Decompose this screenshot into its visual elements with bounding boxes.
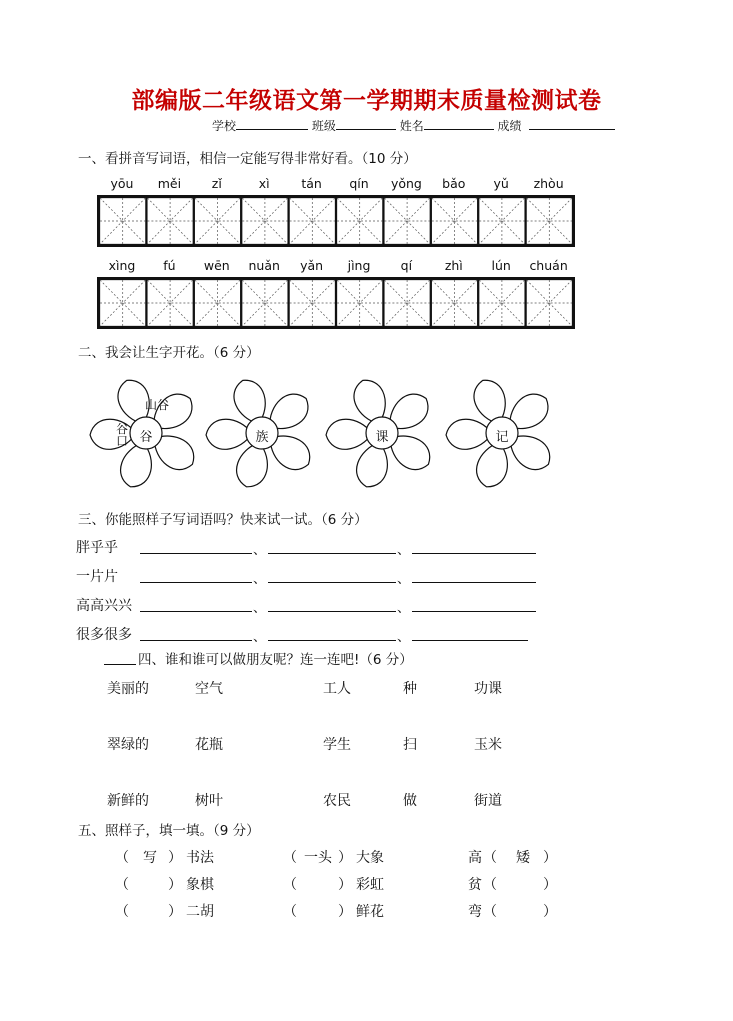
pinyin-syllable: nuǎn bbox=[248, 258, 280, 273]
answer-blank[interactable] bbox=[140, 553, 252, 554]
open-paren: （ bbox=[283, 877, 297, 893]
school-label: 学校 bbox=[212, 119, 237, 133]
answer-blank[interactable] bbox=[268, 640, 396, 641]
pinyin-syllable: chuán bbox=[529, 258, 568, 273]
matching-item[interactable]: 花瓶 bbox=[195, 737, 223, 753]
separator: 、 bbox=[253, 572, 267, 587]
flowers-area bbox=[84, 378, 584, 488]
answer-blank[interactable] bbox=[412, 553, 536, 554]
separator: 、 bbox=[253, 543, 267, 558]
pinyin-syllable: yōu bbox=[110, 176, 134, 191]
matching-item[interactable]: 扫 bbox=[403, 737, 417, 753]
class-field[interactable] bbox=[336, 117, 396, 130]
name-field[interactable] bbox=[424, 117, 494, 130]
open-paren: （ bbox=[115, 850, 129, 866]
separator: 、 bbox=[397, 630, 411, 645]
separator: 、 bbox=[397, 572, 411, 587]
pinyin-syllable: tán bbox=[301, 176, 322, 191]
flower-3-char: 课 bbox=[375, 430, 389, 445]
name-label: 姓名 bbox=[399, 119, 424, 133]
pinyin-syllable: wēn bbox=[203, 258, 230, 273]
fill-answer[interactable]: 写 bbox=[143, 850, 157, 866]
matching-item[interactable]: 学生 bbox=[323, 737, 351, 753]
fill-answer[interactable]: 一头 bbox=[304, 850, 332, 866]
matching-item[interactable]: 翠绿的 bbox=[107, 737, 149, 753]
pinyin-syllable: qín bbox=[349, 176, 369, 191]
matching-item[interactable]: 农民 bbox=[323, 793, 351, 809]
item-word: 象棋 bbox=[186, 877, 214, 893]
pinyin-syllable: zhì bbox=[444, 258, 463, 273]
student-info-line bbox=[212, 117, 615, 134]
separator: 、 bbox=[397, 601, 411, 616]
answer-blank[interactable] bbox=[140, 611, 252, 612]
open-paren: （ bbox=[483, 850, 497, 866]
pinyin-syllable: qí bbox=[400, 258, 413, 273]
close-paren: ） bbox=[543, 904, 557, 920]
close-paren: ） bbox=[543, 850, 557, 866]
tianzige-grid-2[interactable] bbox=[97, 277, 575, 329]
matching-item[interactable]: 工人 bbox=[323, 681, 351, 697]
section1-heading: 一、看拼音写词语，相信一定能写得非常好看。（10 分） bbox=[78, 151, 417, 167]
pinyin-syllable: zǐ bbox=[211, 176, 222, 191]
answer-blank[interactable] bbox=[268, 611, 396, 612]
matching-item[interactable]: 空气 bbox=[195, 681, 223, 697]
item-word: 鲜花 bbox=[356, 904, 384, 920]
pattern-word: 高高兴兴 bbox=[76, 598, 132, 614]
separator: 、 bbox=[397, 543, 411, 558]
section3-heading: 三、你能照样子写词语吗？快来试一试。（6 分） bbox=[78, 512, 368, 528]
pinyin-syllable: měi bbox=[157, 176, 182, 191]
open-paren: （ bbox=[283, 904, 297, 920]
close-paren: ） bbox=[168, 904, 182, 920]
item-word: 彩虹 bbox=[356, 877, 384, 893]
open-paren: （ bbox=[283, 850, 297, 866]
flower-4-char: 记 bbox=[495, 430, 509, 445]
section4-score-blank[interactable] bbox=[104, 664, 136, 665]
separator: 、 bbox=[253, 630, 267, 645]
matching-item[interactable]: 美丽的 bbox=[107, 681, 149, 697]
close-paren: ） bbox=[168, 877, 182, 893]
tianzige-cells bbox=[99, 197, 573, 245]
school-field[interactable] bbox=[236, 117, 308, 130]
section2-heading: 二、我会让生字开花。（6 分） bbox=[78, 345, 260, 361]
flower-example-word-2: 谷口 bbox=[116, 422, 129, 448]
matching-item[interactable]: 种 bbox=[403, 681, 417, 697]
open-paren: （ bbox=[483, 877, 497, 893]
matching-item[interactable]: 街道 bbox=[474, 793, 502, 809]
close-paren: ） bbox=[338, 850, 352, 866]
open-paren: （ bbox=[483, 904, 497, 920]
pinyin-syllable: jìng bbox=[347, 258, 371, 273]
pinyin-syllable: xìng bbox=[108, 258, 136, 273]
pattern-word: 一片片 bbox=[76, 569, 118, 585]
score-field[interactable] bbox=[529, 117, 615, 130]
pinyin-syllable: yǒng bbox=[390, 176, 422, 191]
pinyin-syllable: zhòu bbox=[533, 176, 564, 191]
item-word: 弯 bbox=[468, 904, 482, 920]
page-title: 部编版二年级语文第一学期期末质量检测试卷 bbox=[131, 87, 602, 114]
section4-heading: 四、谁和谁可以做朋友呢？连一连吧!（6 分） bbox=[138, 652, 413, 668]
tianzige-grid-1[interactable] bbox=[97, 195, 575, 247]
answer-blank[interactable] bbox=[412, 640, 528, 641]
matching-item[interactable]: 新鲜的 bbox=[107, 793, 149, 809]
flower-1-char: 谷 bbox=[139, 430, 153, 445]
open-paren: （ bbox=[115, 877, 129, 893]
pinyin-syllable: lún bbox=[491, 258, 511, 273]
tianzige-cells bbox=[99, 279, 573, 327]
pattern-word: 胖乎乎 bbox=[76, 540, 118, 556]
close-paren: ） bbox=[543, 877, 557, 893]
answer-blank[interactable] bbox=[268, 553, 396, 554]
item-word: 二胡 bbox=[186, 904, 214, 920]
pattern-word: 很多很多 bbox=[76, 627, 132, 643]
item-word: 书法 bbox=[186, 850, 214, 866]
pinyin-syllable: fú bbox=[163, 258, 176, 273]
close-paren: ） bbox=[338, 904, 352, 920]
pinyin-syllable: bǎo bbox=[442, 176, 466, 191]
separator: 、 bbox=[253, 601, 267, 616]
pinyin-syllable: xì bbox=[258, 176, 270, 191]
section5-heading: 五、照样子，填一填。（9 分） bbox=[78, 823, 260, 839]
matching-item[interactable]: 树叶 bbox=[195, 793, 223, 809]
answer-blank[interactable] bbox=[412, 611, 536, 612]
answer-blank[interactable] bbox=[140, 582, 252, 583]
class-label: 班级 bbox=[311, 119, 336, 133]
matching-item[interactable]: 玉米 bbox=[474, 737, 502, 753]
score-label: 成绩 bbox=[497, 119, 522, 133]
item-word: 贫 bbox=[468, 877, 482, 893]
flower-example-word-1: 山谷 bbox=[145, 398, 170, 412]
answer-blank[interactable] bbox=[412, 582, 536, 583]
open-paren: （ bbox=[115, 904, 129, 920]
item-word: 大象 bbox=[356, 850, 384, 866]
answer-blank[interactable] bbox=[268, 582, 396, 583]
flower-2-char: 族 bbox=[255, 430, 269, 445]
close-paren: ） bbox=[338, 877, 352, 893]
pinyin-syllable: yǔ bbox=[493, 176, 509, 191]
fill-answer[interactable]: 矮 bbox=[516, 850, 530, 866]
matching-item[interactable]: 做 bbox=[403, 793, 417, 809]
matching-item[interactable]: 功课 bbox=[474, 681, 502, 697]
close-paren: ） bbox=[168, 850, 182, 866]
answer-blank[interactable] bbox=[140, 640, 252, 641]
item-word: 高 bbox=[468, 850, 482, 866]
pinyin-syllable: yǎn bbox=[300, 258, 324, 273]
